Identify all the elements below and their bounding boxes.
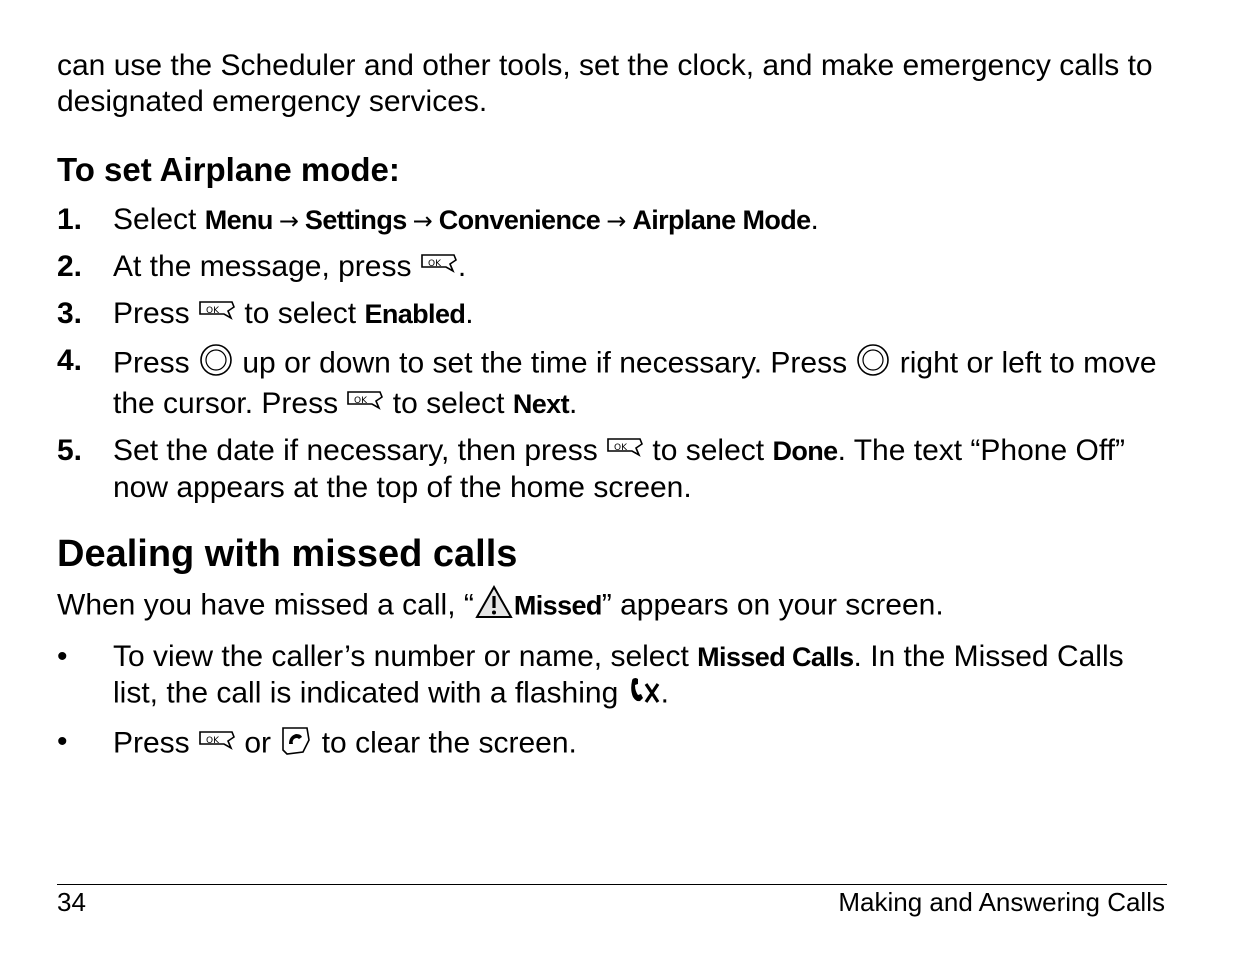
missed-intro-paragraph	[57, 584, 1167, 629]
bullet-clear-screen	[57, 724, 1167, 765]
bullet-view-caller	[57, 639, 1167, 714]
missed-calls-bullets	[57, 639, 1167, 765]
footer-divider	[57, 884, 1167, 885]
step-3	[57, 296, 1167, 333]
convenience-keyword: Convenience	[438, 205, 601, 235]
step-number: 1.	[57, 203, 83, 236]
step-text: to select	[236, 297, 365, 331]
step-text: right or left to move the cursor. Press	[113, 346, 1157, 421]
svg-text:OK: OK	[206, 306, 220, 317]
step-text: .	[810, 203, 819, 236]
arrow-symbol: →	[606, 207, 627, 235]
svg-text:OK: OK	[427, 259, 441, 270]
page-number: 34	[57, 887, 86, 917]
navigation-key-icon	[855, 343, 891, 386]
step-text: to select	[384, 387, 513, 421]
step-text: . The text “Phone Off” now appears at the top of the home screen.	[113, 434, 1125, 505]
arrow-symbol: →	[412, 207, 433, 235]
step-5	[57, 433, 1167, 506]
page-content	[57, 48, 1167, 775]
step-text: Press	[113, 346, 199, 380]
bullet-text: Press	[113, 726, 199, 760]
bullet-marker: •	[57, 640, 68, 674]
step-text: At the message, press	[113, 250, 420, 283]
bullet-text: or	[236, 726, 280, 760]
step-text: Select	[113, 203, 205, 236]
missed-intro-text: When you have missed a call, “	[57, 588, 474, 622]
svg-text:OK: OK	[614, 443, 628, 454]
step-text: Set the date if necessary, then press	[113, 434, 607, 468]
airplane-mode-keyword: Airplane Mode	[632, 205, 811, 235]
ok-key-icon	[420, 250, 458, 286]
bullet-text: To view the caller’s number or name, select	[113, 640, 698, 674]
navigation-key-icon	[198, 343, 234, 386]
step-2	[57, 249, 1167, 286]
step-4	[57, 343, 1167, 423]
chapter-title: Making and Answering Calls	[838, 887, 1165, 917]
step-text: .	[457, 250, 467, 283]
menu-keyword: Menu	[204, 205, 273, 235]
step-text: .	[465, 297, 474, 331]
step-text: to select	[644, 434, 773, 468]
arrow-symbol: →	[278, 207, 299, 235]
bullet-text: .	[660, 676, 669, 710]
missed-intro-text: ” appears on your screen.	[601, 588, 944, 622]
ok-key-icon	[346, 387, 384, 423]
step-number: 3.	[57, 297, 83, 331]
svg-text:OK: OK	[354, 396, 368, 407]
airplane-steps-list	[57, 202, 1167, 506]
bullet-marker: •	[57, 725, 68, 759]
step-1	[57, 202, 1167, 239]
step-number: 4.	[57, 344, 83, 378]
step-number: 2.	[57, 250, 83, 283]
enabled-keyword: Enabled	[364, 299, 466, 330]
missed-calls-keyword: Missed Calls	[697, 642, 854, 673]
step-number: 5.	[57, 434, 83, 468]
step-text: Press	[113, 297, 199, 331]
missed-call-icon	[627, 675, 661, 714]
settings-keyword: Settings	[304, 205, 407, 235]
end-key-icon	[279, 724, 313, 765]
intro-paragraph: can use the Scheduler and other tools, set the clock, and make emergency calls to designated emergency services.	[57, 49, 1153, 118]
svg-text:OK: OK	[206, 735, 220, 746]
bullet-text: to clear the screen.	[313, 726, 577, 760]
missed-calls-heading: Dealing with missed calls	[57, 533, 518, 576]
bullet-text: . In the Missed Calls list, the call is indicated with a flashing	[113, 640, 1124, 710]
done-keyword: Done	[772, 436, 838, 467]
next-keyword: Next	[512, 389, 569, 420]
warning-triangle-icon	[474, 584, 514, 629]
ok-key-icon	[198, 297, 236, 333]
ok-key-icon	[606, 434, 644, 470]
missed-keyword: Missed	[513, 590, 602, 621]
step-text: up or down to set the time if necessary. Press	[234, 346, 856, 380]
step-text: .	[568, 387, 578, 421]
airplane-mode-heading: To set Airplane mode:	[57, 151, 400, 188]
ok-key-icon	[198, 727, 236, 763]
